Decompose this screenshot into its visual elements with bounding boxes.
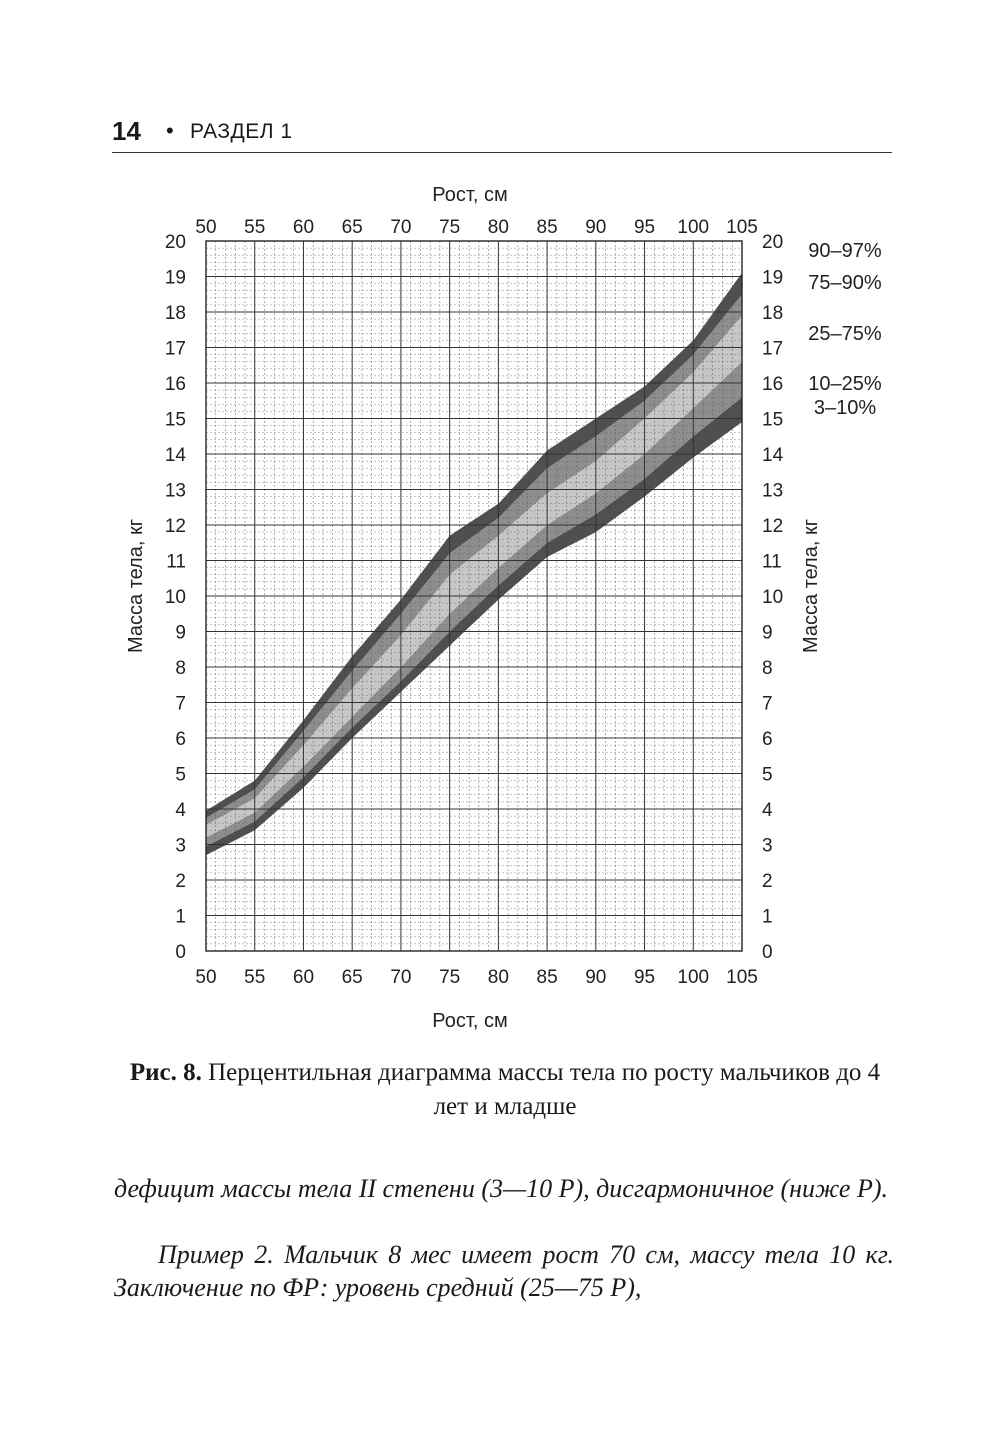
x-tick-label-bottom: 65 <box>341 967 363 988</box>
y-tick-label-right: 1 <box>762 906 773 928</box>
y-tick-label-right: 17 <box>762 338 784 360</box>
x-tick-label-bottom: 100 <box>677 967 710 988</box>
x-tick-label-bottom: 55 <box>244 967 266 988</box>
grid-layer <box>206 241 742 951</box>
body-paragraph-1: дефицит массы тела II степени (3—10 Р), дисгармоничное (ниже Р). <box>114 1174 888 1203</box>
x-tick-label-top: 105 <box>726 217 758 238</box>
y-tick-label-right: 12 <box>762 516 784 537</box>
x-tick-label-top: 95 <box>633 217 656 238</box>
labels-layer <box>125 184 882 1032</box>
x-tick-label-bottom: 75 <box>439 967 461 988</box>
x-tick-label-bottom: 105 <box>726 967 758 988</box>
legend-label-2: 25–75% <box>808 323 882 345</box>
y-tick-label-left: 12 <box>164 516 186 537</box>
x-tick-label-bottom: 60 <box>292 967 315 988</box>
y-tick-label-right: 7 <box>762 693 773 715</box>
y-tick-label-left: 16 <box>164 374 186 395</box>
y-tick-label-left: 7 <box>175 693 186 715</box>
bullet-icon: • <box>166 118 174 143</box>
section-title: РАЗДЕЛ 1 <box>190 120 293 143</box>
y-tick-label-left: 2 <box>175 871 186 892</box>
page-header <box>112 116 892 153</box>
y-tick-label-right: 13 <box>762 480 784 502</box>
y-tick-label-right: 5 <box>762 764 773 786</box>
figure-caption <box>120 1056 890 1124</box>
x-tick-label-top: 65 <box>341 217 363 238</box>
percentile-chart <box>0 160 1000 1040</box>
x-tick-label-top: 60 <box>292 217 315 238</box>
legend-label-0: 90–97% <box>808 240 882 262</box>
y-tick-label-right: 8 <box>762 658 773 679</box>
x-tick-label-top: 80 <box>487 217 509 238</box>
y-tick-label-left: 17 <box>164 338 186 360</box>
y-tick-label-right: 14 <box>762 445 784 466</box>
y-tick-label-right: 18 <box>762 303 784 324</box>
y-axis-title-right: Масса тела, кг <box>800 518 822 654</box>
caption-text: Перцентильная диаграмма массы тела по росту мальчиков до 4 лет и младше <box>201 1059 881 1120</box>
x-tick-label-bottom: 85 <box>536 967 558 988</box>
x-axis-title-top: Рост, см <box>432 184 508 206</box>
y-tick-label-right: 20 <box>762 232 784 253</box>
y-tick-label-left: 13 <box>164 480 186 502</box>
y-tick-label-left: 1 <box>175 906 186 928</box>
y-tick-label-left: 3 <box>175 835 186 857</box>
y-tick-label-right: 6 <box>762 729 773 750</box>
y-tick-label-right: 19 <box>762 267 784 289</box>
x-tick-label-top: 90 <box>585 217 607 238</box>
y-tick-label-left: 14 <box>164 445 186 466</box>
x-tick-label-bottom: 80 <box>487 967 509 988</box>
y-tick-label-left: 15 <box>164 409 186 431</box>
legend-label-1: 75–90% <box>808 272 882 294</box>
x-tick-label-top: 50 <box>195 217 217 238</box>
x-tick-label-top: 70 <box>390 217 412 238</box>
y-tick-label-right: 11 <box>762 551 782 573</box>
y-tick-label-right: 9 <box>762 622 773 644</box>
y-tick-label-right: 16 <box>762 374 784 395</box>
y-tick-label-right: 4 <box>762 800 773 821</box>
y-tick-label-right: 0 <box>762 942 773 963</box>
x-tick-label-top: 100 <box>677 217 710 238</box>
y-tick-label-left: 11 <box>166 551 186 573</box>
y-tick-label-right: 2 <box>762 871 773 892</box>
y-tick-label-left: 4 <box>175 800 186 821</box>
x-tick-label-bottom: 50 <box>195 967 217 988</box>
x-tick-label-top: 55 <box>244 217 266 238</box>
bands-layer <box>206 273 742 855</box>
y-tick-label-left: 18 <box>164 303 186 324</box>
y-axis-title-left: Масса тела, кг <box>125 518 147 654</box>
y-tick-label-left: 10 <box>164 587 186 608</box>
y-tick-label-right: 10 <box>762 587 784 608</box>
y-tick-label-left: 9 <box>175 622 186 644</box>
legend-label-4: 3–10% <box>813 397 877 419</box>
x-tick-label-bottom: 90 <box>585 967 607 988</box>
y-tick-label-left: 19 <box>164 267 186 289</box>
x-tick-label-bottom: 95 <box>633 967 656 988</box>
x-tick-label-top: 75 <box>439 217 461 238</box>
caption-label: Рис. 8. <box>129 1059 202 1086</box>
body-paragraph-2: Пример 2. Мальчик 8 мес имеет рост 70 см, массу тела 10 кг. Заключение по ФР: уровень средний (25—75 Р), <box>114 1240 894 1302</box>
y-tick-label-left: 0 <box>175 942 186 963</box>
y-tick-label-left: 8 <box>175 658 186 679</box>
y-tick-label-left: 6 <box>175 729 186 750</box>
legend-label-3: 10–25% <box>808 373 882 395</box>
x-tick-label-bottom: 70 <box>390 967 412 988</box>
y-tick-label-right: 15 <box>762 409 784 431</box>
page-number: 14 <box>112 116 141 146</box>
x-axis-title-bottom: Рост, см <box>432 1010 508 1032</box>
y-tick-label-left: 5 <box>175 764 186 786</box>
y-tick-label-left: 20 <box>164 232 186 253</box>
x-tick-label-top: 85 <box>536 217 558 238</box>
y-tick-label-right: 3 <box>762 835 773 857</box>
